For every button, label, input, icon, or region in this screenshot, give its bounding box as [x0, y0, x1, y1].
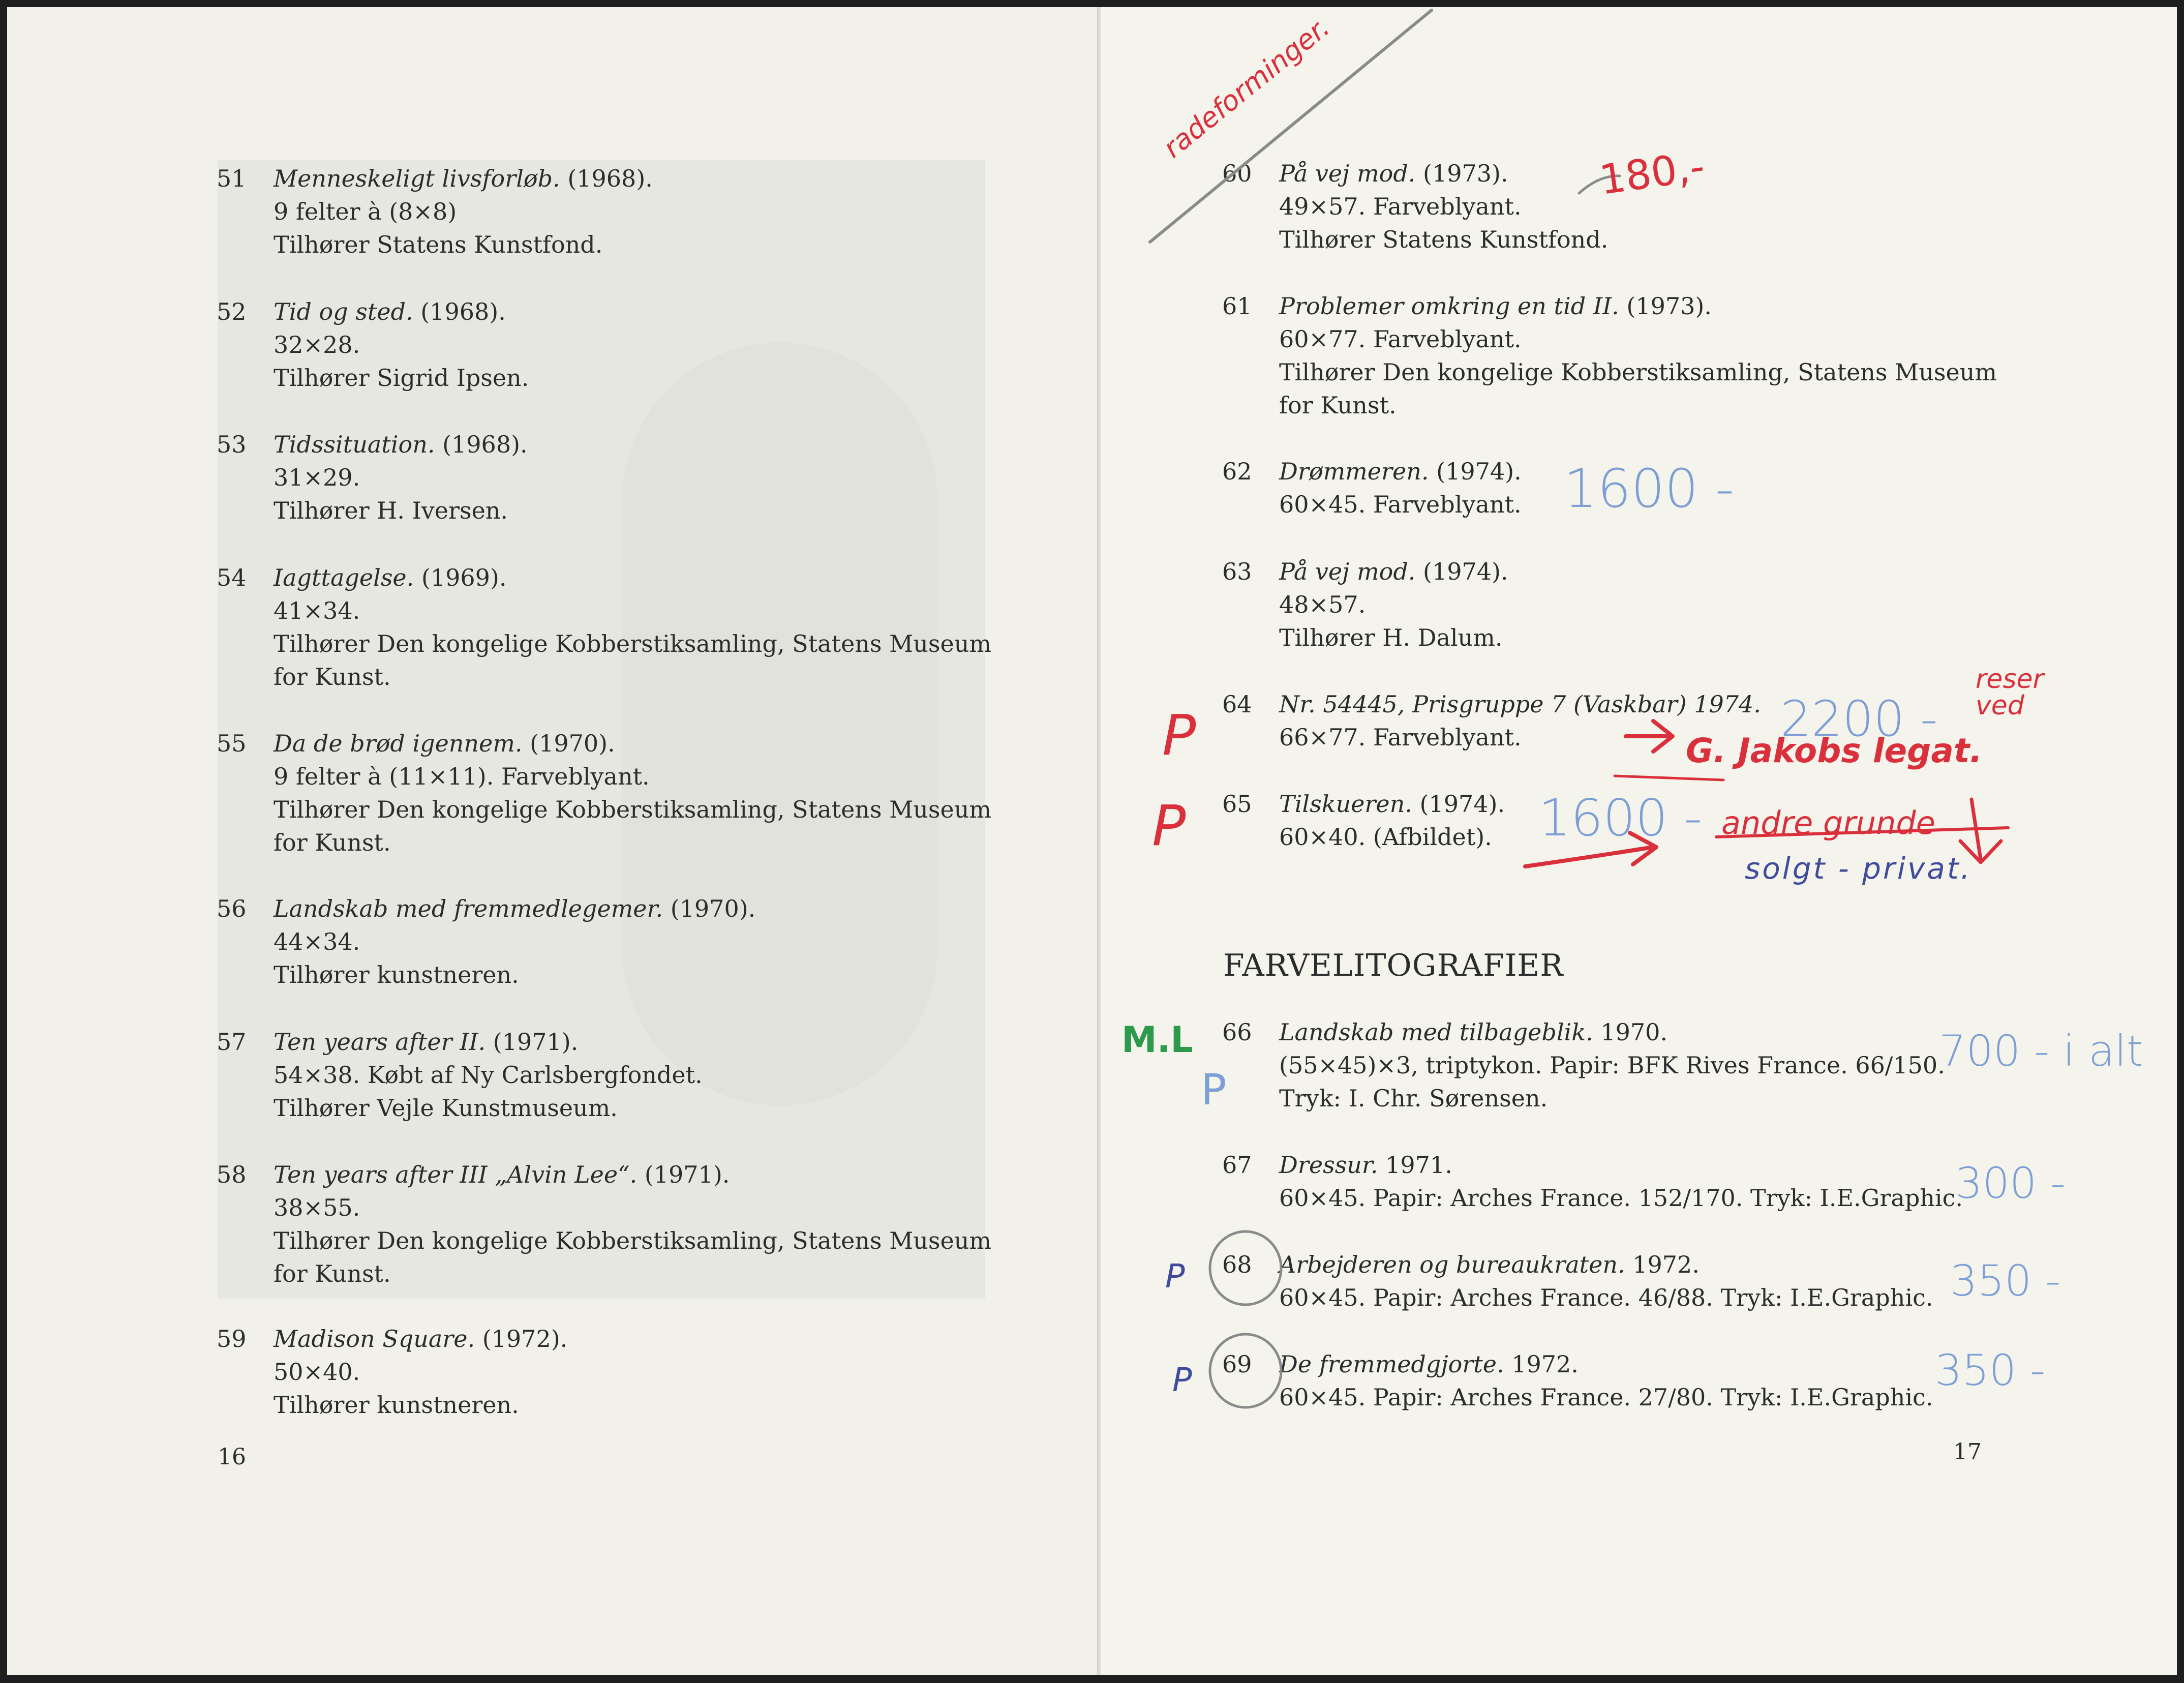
entry-title: Iagttagelse.	[274, 564, 414, 591]
entry-line: Tilhører Vejle Kunstmuseum.	[274, 1094, 618, 1122]
entry-year: (1972).	[482, 1325, 568, 1353]
entry-title: Problemer omkring en tid II.	[1279, 292, 1619, 320]
handwritten-note-64-top: reser ved	[1976, 664, 2044, 721]
handwritten-price-68: 350 -	[1950, 1256, 2061, 1306]
entry-number: 53	[217, 431, 247, 458]
handwritten-note-64-right: G. Jakobs legat.	[1686, 731, 1983, 770]
entry-number: 67	[1222, 1151, 1252, 1179]
entry-line: Tilhører Den kongelige Kobberstiksamling, Statens Museum	[1279, 358, 1997, 386]
handwritten-mark-66-blue: P	[1201, 1065, 1227, 1115]
entry-title: Drømmeren.	[1279, 458, 1429, 485]
left-page	[7, 7, 1099, 1675]
entry-number: 54	[217, 564, 247, 591]
entry-title: Ten years after III „Alvin Lee“.	[274, 1161, 638, 1188]
handwritten-price-67: 300 -	[1955, 1158, 2066, 1208]
entry-line: 38×55.	[274, 1194, 360, 1221]
entry-line: 41×34.	[274, 597, 360, 624]
entry-number: 51	[217, 165, 247, 192]
handwritten-mark-69: P	[1172, 1362, 1192, 1399]
entry-title: På vej mod.	[1279, 160, 1416, 187]
entry-title: Arbejderen og bureaukraten.	[1279, 1251, 1625, 1278]
entry-year: (1968).	[420, 298, 506, 325]
entry-title: De fremmedgjorte.	[1279, 1350, 1504, 1378]
entry-line: for Kunst.	[1279, 392, 1397, 419]
entry-title: Tid og sted.	[274, 298, 413, 325]
entry-number: 62	[1222, 458, 1252, 485]
entry-line: 60×77. Farveblyant.	[1279, 325, 1522, 353]
handwritten-mark-65: P	[1152, 793, 1186, 858]
entry-line: 31×29.	[274, 464, 360, 491]
arrow-64-icon	[1626, 721, 1673, 752]
entry-number: 63	[1222, 558, 1252, 585]
entry-line: Tilhører Sigrid Ipsen.	[274, 364, 529, 392]
entry-number: 58	[217, 1161, 247, 1188]
entry-line: for Kunst.	[274, 1260, 391, 1287]
entry-line: Tilhører Den kongelige Kobberstiksamling, Statens Museum	[274, 796, 991, 823]
entry-number: 68	[1222, 1251, 1252, 1278]
entry-number: 64	[1222, 690, 1252, 718]
entry-line: for Kunst.	[274, 663, 391, 690]
handwritten-mark-64: P	[1162, 703, 1196, 768]
entry-line: 54×38. Købt af Ny Carlsbergfondet.	[274, 1061, 703, 1089]
entry-line: Tilhører H. Iversen.	[274, 497, 508, 524]
entry-line: 66×77. Farveblyant.	[1279, 724, 1522, 751]
entry-line: 60×40. (Afbildet).	[1279, 823, 1492, 851]
handwritten-price-60: 180,-	[1596, 142, 1708, 204]
handwritten-note-65-sold: solgt - privat.	[1745, 851, 1972, 886]
entry-year: (1973).	[1423, 160, 1508, 187]
handwritten-price-64: 2200 -	[1780, 690, 1938, 747]
handwritten-note-60: radeforminger.	[1157, 11, 1336, 164]
entry-line: Tilhører H. Dalum.	[1279, 624, 1503, 651]
circle-68-icon	[1210, 1231, 1281, 1305]
entry-line: 60×45. Papir: Arches France. 152/170. Tryk: I.E.Graphic.	[1279, 1184, 1963, 1212]
entry-year: (1974).	[1423, 558, 1508, 585]
entry-year: (1974).	[1419, 790, 1505, 818]
entry-number: 59	[217, 1325, 247, 1353]
entry-year: 1970.	[1600, 1018, 1668, 1046]
entry-number: 60	[1222, 160, 1252, 187]
entry-title: Landskab med tilbageblik.	[1279, 1018, 1593, 1046]
entry-line: 32×28.	[274, 331, 360, 358]
entry-title: Nr. 54445, Prisgruppe 7 (Vaskbar) 1974.	[1279, 690, 1761, 718]
handwritten-price-62: 1600 -	[1564, 458, 1735, 520]
entry-title: Madison Square.	[274, 1325, 475, 1353]
handwritten-mark-66-green: M.L	[1121, 1019, 1193, 1061]
entry-title: Dressur.	[1279, 1151, 1378, 1179]
handwritten-mark-68: P	[1165, 1258, 1185, 1296]
entry-title: På vej mod.	[1279, 558, 1416, 585]
entry-number: 55	[217, 730, 247, 757]
entry-year: (1971).	[493, 1028, 579, 1056]
entry-line: 60×45. Papir: Arches France. 27/80. Tryk: I.E.Graphic.	[1279, 1384, 1933, 1411]
entry-number: 69	[1222, 1350, 1252, 1378]
entry-number: 61	[1222, 292, 1252, 320]
entry-year: (1970).	[530, 730, 615, 757]
handwritten-price-69: 350 -	[1935, 1345, 2046, 1395]
entry-year: (1973).	[1626, 292, 1712, 320]
entry-number: 57	[217, 1028, 247, 1056]
entry-title: Tidssituation.	[274, 431, 435, 458]
entry-year: (1974).	[1436, 458, 1522, 485]
entry-year: (1970).	[670, 895, 756, 922]
entry-line: (55×45)×3, triptykon. Papir: BFK Rives France. 66/150.	[1279, 1051, 1945, 1079]
entry-number: 65	[1222, 790, 1252, 818]
entry-year: 1972.	[1511, 1350, 1579, 1378]
entry-line: Tryk: I. Chr. Sørensen.	[1279, 1085, 1548, 1112]
entry-year: 1971.	[1385, 1151, 1452, 1179]
entry-line: Tilhører Statens Kunstfond.	[1279, 226, 1609, 253]
entry-line: Tilhører Statens Kunstfond.	[274, 231, 603, 258]
entry-title: Tilskueren.	[1279, 790, 1412, 818]
handwritten-note-65-struck: andre grunde	[1721, 804, 1935, 842]
entry-line: 44×34.	[274, 928, 360, 955]
entry-line: Tilhører kunstneren.	[274, 961, 519, 988]
entry-line: Tilhører Den kongelige Kobberstiksamling, Statens Museum	[274, 630, 991, 657]
right-page	[1101, 7, 2177, 1675]
page-number: 17	[1953, 1439, 1982, 1465]
strike-64-line	[1615, 776, 1723, 780]
entry-line: 9 felter à (11×11). Farveblyant.	[274, 763, 650, 790]
handwritten-price-65: 1600 -	[1538, 788, 1703, 848]
circle-69-icon	[1210, 1334, 1281, 1407]
entry-year: 1972.	[1632, 1251, 1700, 1278]
entry-line: 60×45. Farveblyant.	[1279, 491, 1522, 518]
entry-line: Tilhører Den kongelige Kobberstiksamling, Statens Museum	[274, 1227, 991, 1254]
entry-number: 52	[217, 298, 247, 325]
entry-line: 60×45. Papir: Arches France. 46/88. Tryk: I.E.Graphic.	[1279, 1284, 1933, 1311]
entry-year: (1968).	[442, 431, 528, 458]
entry-number: 66	[1222, 1018, 1252, 1046]
entry-title: Landskab med fremmedlegemer.	[274, 895, 663, 922]
entry-title: Da de brød igennem.	[274, 730, 523, 757]
entry-line: 9 felter à (8×8)	[274, 198, 457, 225]
entry-year: (1969).	[421, 564, 507, 591]
entry-line: 50×40.	[274, 1358, 360, 1386]
entry-number: 56	[217, 895, 247, 922]
entry-line: Tilhører kunstneren.	[274, 1391, 519, 1419]
entry-year: (1968).	[567, 165, 653, 192]
entry-title: Ten years after II.	[274, 1028, 486, 1056]
section-heading: FARVELITOGRAFIER	[1223, 948, 1564, 983]
page-number: 16	[218, 1444, 246, 1470]
entry-line: for Kunst.	[274, 829, 391, 856]
handwritten-price-66: 700 - i alt	[1939, 1026, 2143, 1076]
entry-line: 48×57.	[1279, 591, 1366, 618]
entry-line: 49×57. Farveblyant.	[1279, 193, 1522, 220]
entry-year: (1971).	[644, 1161, 730, 1188]
entry-title: Menneskeligt livsforløb.	[274, 165, 560, 192]
